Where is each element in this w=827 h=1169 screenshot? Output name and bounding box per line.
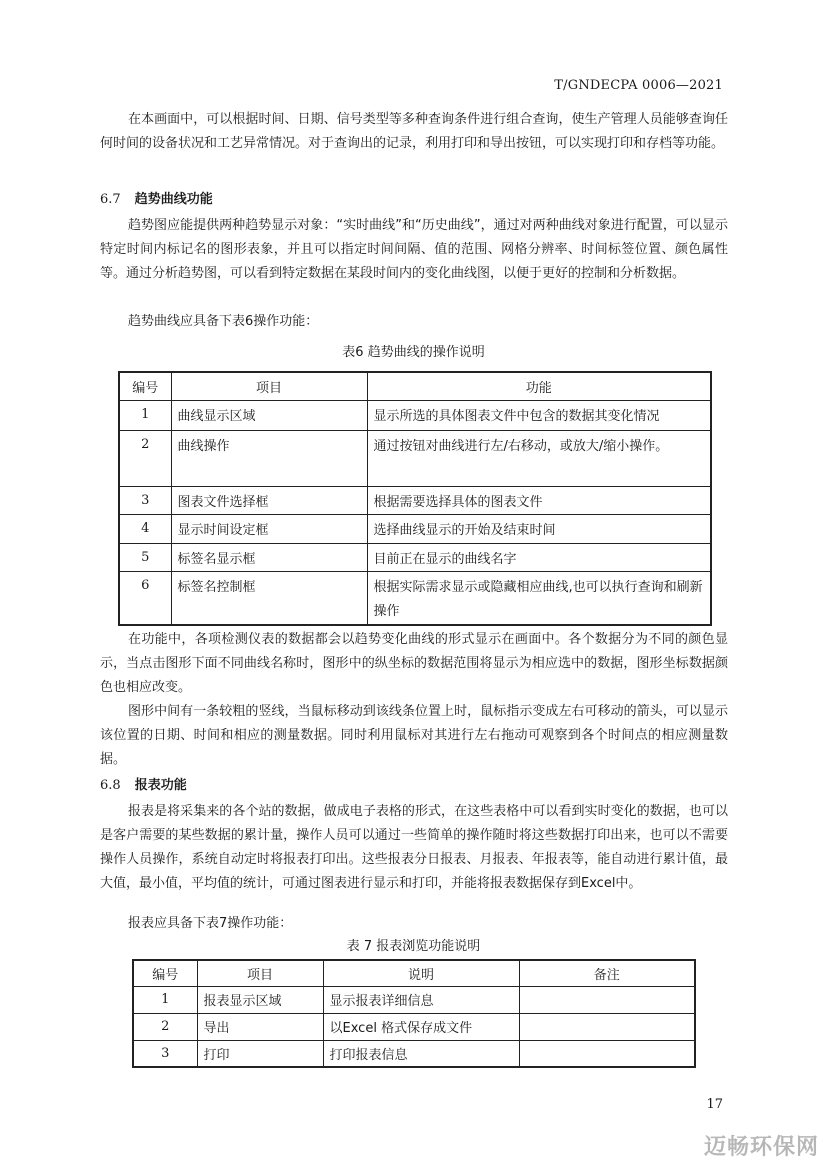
cell-item: 导出 [197, 1013, 323, 1040]
cell-item: 打印 [197, 1040, 323, 1067]
table-row [133, 986, 695, 1013]
column-header-function: 功能 [367, 372, 711, 400]
cell-function: 显示所选的具体图表文件中包含的数据其变化情况 [367, 400, 711, 430]
cell-function: 根据实际需求显示或隐藏相应曲线,也可以执行查询和刷新操作 [367, 571, 711, 625]
cell-no: 1 [133, 986, 197, 1013]
cell-item: 曲线显示区域 [171, 400, 367, 430]
document-code: T/GNDECPA 0006—2021 [554, 78, 723, 93]
section-6-8-heading [100, 774, 187, 793]
section-number: 6.8 [100, 778, 121, 793]
cell-description: 以Excel 格式保存成文件 [323, 1013, 519, 1040]
table-row [119, 571, 711, 625]
cell-no: 5 [119, 543, 171, 571]
table-7 [132, 959, 696, 1068]
cell-item: 显示时间设定框 [171, 514, 367, 543]
table-header-row [119, 372, 711, 400]
report-paragraph-1: 报表是将采集来的各个站的数据，做成电子表格的形式，在这些表格中可以看到实时变化的数据，也可以是客户需要的某些数据的累计量，操作人员可以通过一些简单的操作随时将这些数据打印出来，也可以不需要操作人员操作，系统自动定时将报表打印出。这些报表分日报表、月报表、年报表等，能自动进行累计值，最大值，最小值，平均值的统计，可通过图表进行显示和打印，并能将报表数据保存到Excel中。 [100, 804, 728, 891]
table-header-row [133, 960, 695, 986]
section-6-7-heading [100, 188, 213, 207]
intro-paragraph: 在本画面中，可以根据时间、日期、信号类型等多种查询条件进行组合查询，使生产管理人员能够查询任何时间的设备状况和工艺异常情况。对于查询出的记录，利用打印和导出按钮，可以实现打印和存档等功能。 [100, 112, 728, 151]
cell-note [519, 1040, 695, 1067]
cell-item: 标签名显示框 [171, 543, 367, 571]
section-number: 6.7 [100, 192, 121, 207]
table-row [133, 1040, 695, 1067]
cell-description: 显示报表详细信息 [323, 986, 519, 1013]
cell-item: 曲线操作 [171, 430, 367, 486]
trend-paragraph-1: 趋势图应能提供两种趋势显示对象：“实时曲线”和“历史曲线”，通过对两种曲线对象进行配置，可以显示特定时间内标记名的图形表象，并且可以指定时间间隔、值的范围、网格分辨率、时间标签位置、颜色属性等。通过分析趋势图，可以看到特定数据在某段时间内的变化曲线图，以便于更好的控制和分析数据。 [100, 218, 728, 281]
column-header-no: 编号 [133, 960, 197, 986]
cell-no: 2 [133, 1013, 197, 1040]
cell-no: 3 [119, 486, 171, 514]
cell-no: 2 [119, 430, 171, 486]
table-row [119, 543, 711, 571]
watermark: 迈畅环保网 [703, 1135, 819, 1160]
cell-item: 报表显示区域 [197, 986, 323, 1013]
trend-paragraph-3: 在功能中，各项检测仪表的数据都会以趋势变化曲线的形式显示在画面中。各个数据分为不同的颜色显示，当点击图形下面不同曲线名称时，图形中的纵坐标的数据范围将显示为相应选中的数据，图形坐标数据颜色也相应改变。 [100, 632, 728, 695]
cell-note [519, 1013, 695, 1040]
table-6-caption: 表6 趋势曲线的操作说明 [342, 345, 485, 360]
cell-function: 通过按钮对曲线进行左/右移动，或放大/缩小操作。 [367, 430, 711, 486]
section-title: 趋势曲线功能 [134, 192, 213, 207]
table-6 [118, 371, 712, 626]
cell-item: 图表文件选择框 [171, 486, 367, 514]
cell-no: 4 [119, 514, 171, 543]
cell-item: 标签名控制框 [171, 571, 367, 625]
cell-description: 打印报表信息 [323, 1040, 519, 1067]
section-title: 报表功能 [134, 778, 187, 793]
table-row [119, 430, 711, 486]
column-header-item: 项目 [197, 960, 323, 986]
table-row [133, 1013, 695, 1040]
page-number: 17 [706, 1097, 723, 1112]
cell-no: 3 [133, 1040, 197, 1067]
column-header-description: 说明 [323, 960, 519, 986]
table-row [119, 400, 711, 430]
cell-no: 6 [119, 571, 171, 625]
trend-paragraph-2: 趋势曲线应具备下表6操作功能： [128, 314, 319, 329]
cell-function: 选择曲线显示的开始及结束时间 [367, 514, 711, 543]
cell-note [519, 986, 695, 1013]
table-row [119, 486, 711, 514]
report-paragraph-2: 报表应具备下表7操作功能： [128, 916, 293, 931]
column-header-item: 项目 [171, 372, 367, 400]
table-row [119, 514, 711, 543]
column-header-no: 编号 [119, 372, 171, 400]
cell-no: 1 [119, 400, 171, 430]
cell-function: 根据需要选择具体的图表文件 [367, 486, 711, 514]
trend-paragraph-4: 图形中间有一条较粗的竖线，当鼠标移动到该线条位置上时，鼠标指示变成左右可移动的箭头，可以显示该位置的日期、时间和相应的测量数据。同时利用鼠标对其进行左右拖动可观察到各个时间点的相应测量数据。 [100, 704, 728, 767]
table-7-caption: 表 7 报表浏览功能说明 [346, 939, 481, 954]
column-header-note: 备注 [519, 960, 695, 986]
cell-function: 目前正在显示的曲线名字 [367, 543, 711, 571]
